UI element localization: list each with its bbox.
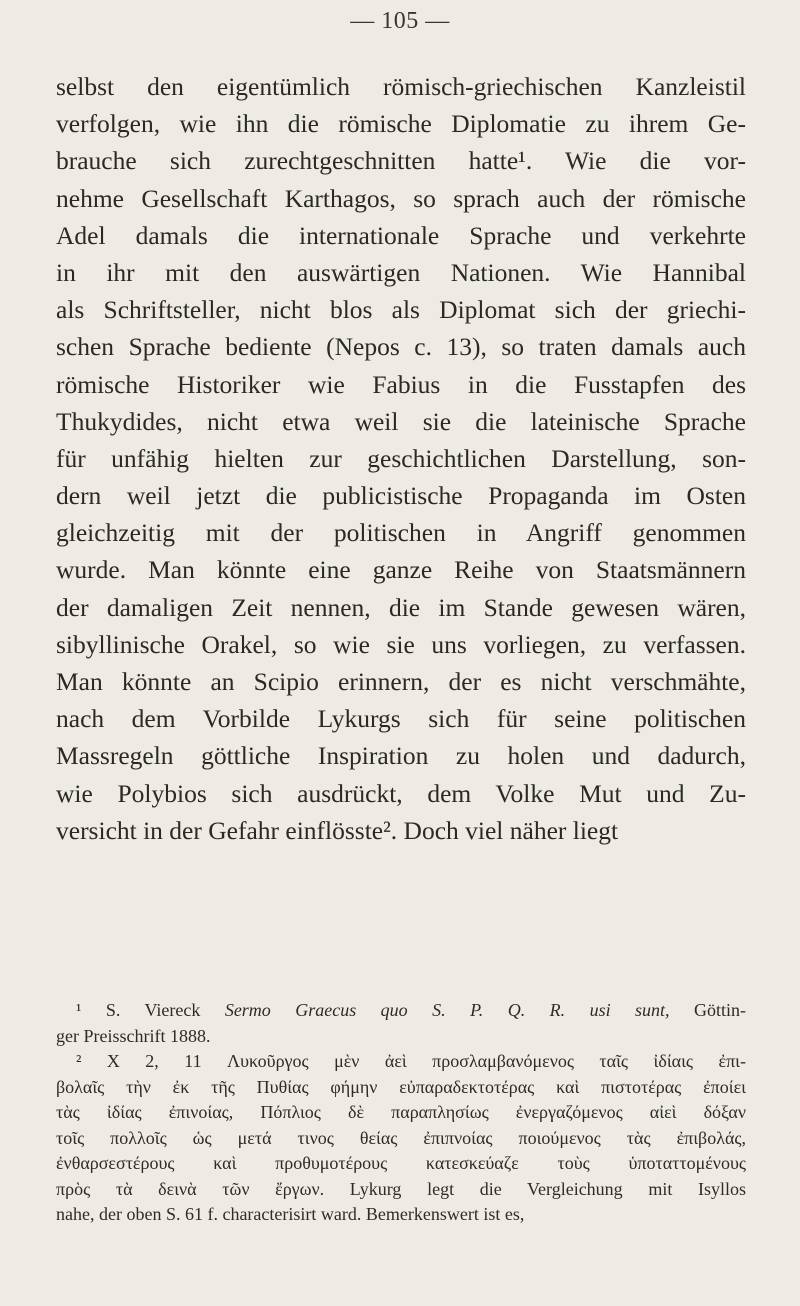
footnote-1 xyxy=(56,998,746,1024)
body-text xyxy=(56,68,746,849)
body-line: Thukydides, nicht etwa weil sie die lateinische Sprache xyxy=(56,406,746,436)
footnote-2-line: ² X 2, 11 Λυκοῦργος μὲν ἀεὶ προσλαμβανόμενος ταῖς ἰδίαις ἐπι- xyxy=(76,1051,746,1071)
body-line: verfolgen, wie ihn die römische Diplomatie zu ihrem Ge- xyxy=(56,109,746,139)
footnote-1-line-2: ger Preisschrift 1888. xyxy=(56,1025,211,1046)
footnote-2-line: τὰς ἰδίας ἐπινοίας, Πόπλιος δὲ παραπλησίως ἐνεργαζόμενος αἰεὶ δόξαν xyxy=(56,1102,746,1122)
body-line: für unfähig hielten zur geschichtlichen Darstellung, son- xyxy=(56,443,746,473)
body-line: dern weil jetzt die publicistische Propaganda im Osten xyxy=(56,481,746,511)
body-line: römische Historiker wie Fabius in die Fusstapfen des xyxy=(56,369,746,399)
body-line: nehme Gesellschaft Karthagos, so sprach auch der römische xyxy=(56,183,746,213)
footnote-2-line: τοῖς πολλοῖς ὡς μετά τινος θείας ἐπιπνοίας ποιούμενος τὰς ἐπιβολάς, xyxy=(56,1127,746,1148)
body-line: wie Polybios sich ausdrückt, dem Volke Mut und Zu- xyxy=(56,778,746,808)
footnote-2-line: πρὸς τὰ δεινὰ τῶν ἔργων. Lykurg legt die Vergleichung mit Isyllos xyxy=(56,1178,746,1199)
body-line: Man könnte an Scipio erinnern, der es nicht verschmähte, xyxy=(56,667,746,696)
footnote-1-text: S. Viereck xyxy=(81,1000,225,1020)
footnote-1-text-end: Göttin- xyxy=(669,1000,746,1020)
footnote-2-line: βολαῖς τὴν ἐκ τῆς Πυθίας φήμην εὐπαραδεκτοτέρας καὶ πιστοτέρας ἐποίει xyxy=(56,1076,746,1097)
body-line: in ihr mit den auswärtigen Nationen. Wie Hannibal xyxy=(56,257,746,287)
body-line: brauche sich zurechtgeschnitten hatte¹. Wie die vor- xyxy=(56,146,746,176)
body-line: nach dem Vorbilde Lykurgs sich für seine politischen xyxy=(56,704,746,734)
body-line: als Schriftsteller, nicht blos als Diplomat sich der griechi- xyxy=(56,295,746,325)
body-line: der damaligen Zeit nennen, die im Stande gewesen wären, xyxy=(56,592,746,622)
footnote-2-line: nahe, der oben S. 61 f. characterisirt ward. Bemerkenswert ist es, xyxy=(56,1204,525,1224)
body-line: schen Sprache bediente (Nepos c. 13), so traten damals auch xyxy=(56,332,746,362)
footnote-2-line: ἐνθαρσεστέρους καὶ προθυμοτέρους κατεσκεύαζε τοὺς ὑποταττομένους xyxy=(56,1153,746,1173)
footnote-1-title: Sermo Graecus quo S. P. Q. R. usi sunt, xyxy=(224,1000,670,1020)
body-line: versicht in der Gefahr einflösste². Doch viel näher liegt xyxy=(56,815,619,845)
footnote-1-marker: ¹ xyxy=(76,1000,82,1020)
page-number: — 105 — xyxy=(350,8,450,34)
body-line: selbst den eigentümlich römisch-griechischen Kanzleistil xyxy=(56,72,746,101)
body-line: gleichzeitig mit der politischen in Angriff genommen xyxy=(56,518,746,548)
body-line: Adel damals die internationale Sprache und verkehrte xyxy=(56,220,746,250)
body-line: wurde. Man könnte eine ganze Reihe von Staatsmännern xyxy=(56,555,746,585)
body-line: sibyllinische Orakel, so wie sie uns vorliegen, zu verfassen. xyxy=(56,629,746,659)
body-line: Massregeln göttliche Inspiration zu holen und dadurch, xyxy=(56,741,746,771)
footnotes xyxy=(56,998,746,1228)
